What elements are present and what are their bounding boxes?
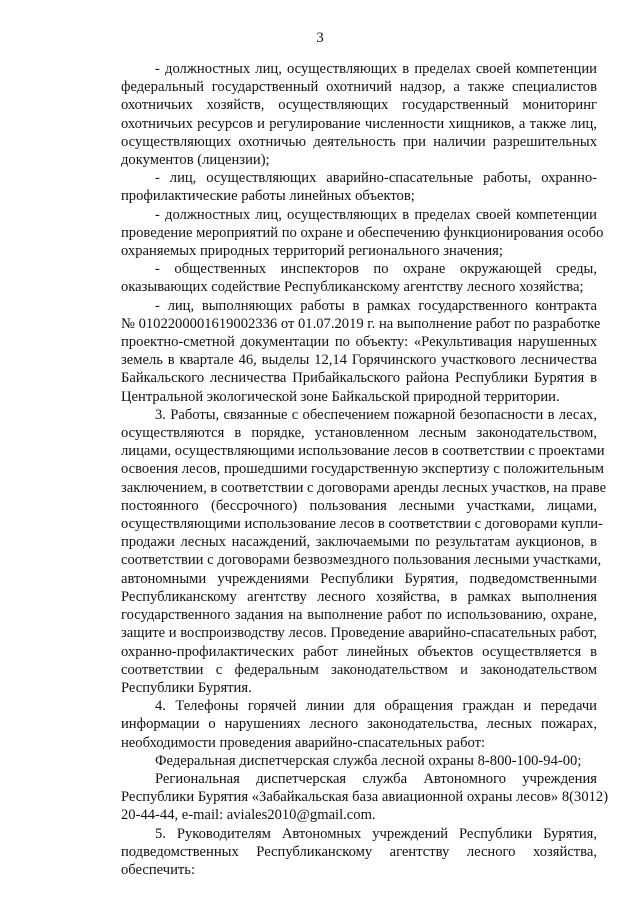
text-line: лицами, осуществляющими использование лесов в соответствии с проектами: [121, 443, 605, 460]
text-line: подведомственных Республиканскому агентству лесного хозяйства,: [121, 843, 597, 860]
text-line: защите и воспроизводству лесов. Проведение аварийно-спасательных работ,: [121, 625, 598, 642]
federal-dispatch-line: [87, 752, 597, 770]
text-line: государственного задания на выполнение работ по использованию, охране,: [121, 607, 597, 624]
text-line: - лиц, выполняющих работы в рамках государственного контракта: [155, 297, 597, 314]
text-line: документов (лицензии);: [121, 152, 270, 169]
text-line: осуществляются в порядке, установленном лесным законодательством,: [121, 425, 597, 442]
list-item-rescue-workers: [87, 169, 597, 205]
text-line: - общественных инспекторов по охране окружающей среды,: [155, 261, 597, 278]
text-line: проведение мероприятий по охране и обеспечению функционирования особо: [121, 224, 604, 241]
document-body: [87, 60, 609, 879]
text-line: 4. Телефоны горячей линии для обращения граждан и передачи: [155, 698, 597, 715]
text-line: соответствии с договорами безвозмездного пользования лесными участками,: [121, 552, 602, 569]
text-line: продажи лесных насаждений, заключаемыми по результатам аукционов, в: [121, 534, 597, 551]
text-line: соответствии с федеральным законодательством и законодательством: [121, 661, 597, 678]
list-item-protected-areas-officials: [87, 206, 604, 261]
list-item-contract-workers: [87, 297, 601, 406]
text-line: федеральный государственный охотничий надзор, а также специалистов: [121, 79, 597, 96]
text-line: проектно-сметной документации по объекту: «Рекультивация нарушенных: [121, 334, 597, 351]
text-line: Федеральная диспетчерская служба лесной охраны 8-800-100-94-00;: [155, 752, 582, 769]
text-line: постоянного (бессрочного) пользования лесными участками, лицами,: [121, 497, 597, 514]
page-number: 3: [316, 30, 324, 46]
text-line: осуществляющими использование лесов в соответствии с договорами купли-: [121, 516, 603, 533]
text-line: - лиц, осуществляющих аварийно-спасательные работы, охранно-: [155, 170, 597, 187]
text-line: Центральной экологической зоне Байкальской природной территории.: [121, 388, 560, 405]
paragraph-3-fire-safety-works: [87, 406, 607, 697]
text-line: Республики Бурятия.: [121, 679, 252, 696]
text-line: Региональная диспетчерская служба Автономного учреждения: [155, 770, 597, 787]
text-line: охранно-профилактических работ линейных объектов осуществляется в: [121, 643, 597, 660]
text-line: № 0102200001619002336 от 01.07.2019 г. на выполнение работ по разработке: [121, 315, 601, 332]
paragraph-4-hotline-intro: [87, 697, 597, 752]
text-line: осуществляющих охотничью деятельность при наличии разрешительных: [121, 133, 597, 150]
text-line: Байкальского лесничества Прибайкальского района Республики Бурятия в: [121, 370, 597, 387]
text-line: заключением, в соответствии с договорами аренды лесных участков, на праве: [121, 479, 607, 496]
text-line: - должностных лиц, осуществляющих в пределах своей компетенции: [155, 206, 597, 223]
text-line: оказывающих содействие Республиканскому агентству лесного хозяйства;: [121, 279, 584, 296]
list-item-hunting-officials: [87, 60, 597, 169]
text-line: автономными учреждениями Республики Бурятия, подведомственными: [121, 570, 597, 587]
text-line: охотничьих хозяйств, осуществляющих государственный мониторинг: [121, 97, 597, 114]
text-line: профилактические работы линейных объектов;: [121, 188, 415, 205]
text-line: Республиканскому агентству лесного хозяйства, в рамках выполнения: [121, 588, 597, 605]
text-line: земель в квартале 46, выделы 12,14 Горячинского участкового лесничества: [121, 352, 597, 369]
text-line: информации о нарушениях лесного законодательства, лесных пожарах,: [121, 716, 597, 733]
text-line: обеспечить:: [121, 861, 196, 878]
text-line: охраняемых природных территорий регионального значения;: [121, 243, 503, 260]
regional-dispatch-line: [87, 770, 609, 825]
text-line: - должностных лиц, осуществляющих в пределах своей компетенции: [155, 61, 597, 77]
text-line: 3. Работы, связанные с обеспечением пожарной безопасности в лесах,: [155, 406, 597, 423]
text-line: необходимости проведения аварийно-спасательных работ:: [121, 734, 486, 751]
text-line: 5. Руководителям Автономных учреждений Республики Бурятия,: [155, 825, 597, 842]
paragraph-5-heads-instructions: [87, 825, 597, 880]
text-line: Республики Бурятия «Забайкальская база авиационной охраны лесов» 8(3012): [121, 789, 609, 806]
list-item-public-inspectors: [87, 260, 597, 296]
text-line: освоения лесов, прошедшими государственную экспертизу с положительным: [121, 461, 605, 478]
text-line: охотничьих ресурсов и регулирование численности хищников, а также лиц,: [121, 115, 597, 132]
text-line: 20-44-44, e-mail: aviales2010@gmail.com.: [121, 807, 376, 824]
